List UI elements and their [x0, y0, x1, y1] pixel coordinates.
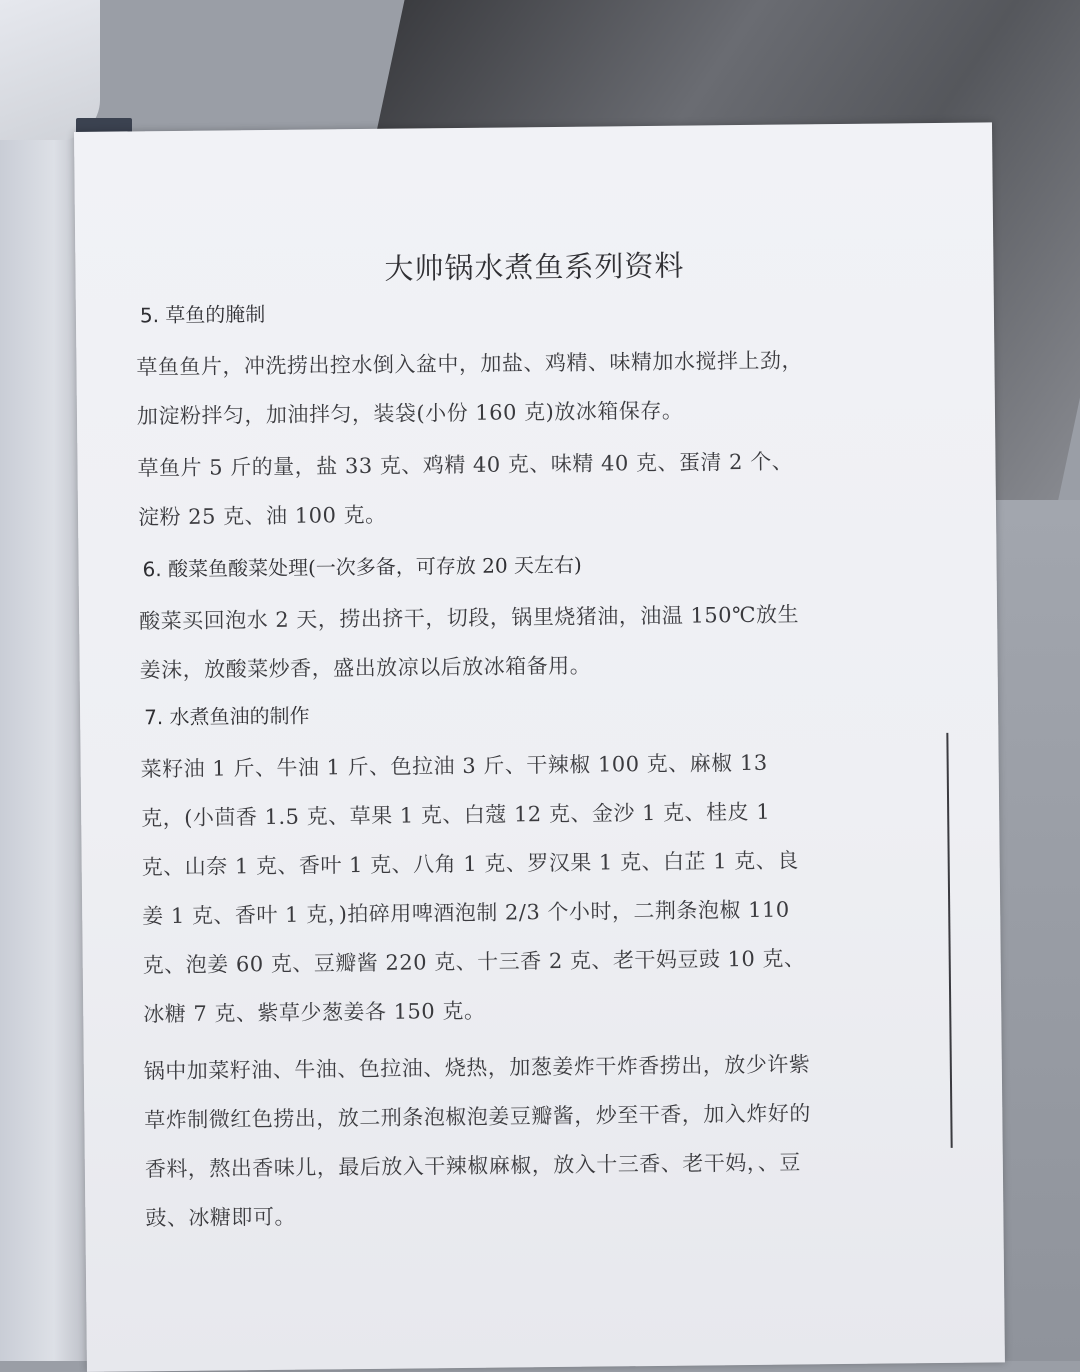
section-heading-text: 7. 水煮鱼油的制作: [144, 704, 310, 730]
paragraph: 酸菜买回泡水 2 天，捞出挤干，切段，锅里烧猪油，油温 150℃放生姜沫，放酸菜炒香，盛出放凉以后放冰箱备用。: [139, 590, 810, 695]
paragraph: 锅中加菜籽油、牛油、色拉油、烧热，加葱姜炸干炸香捞出，放少许紫草炸制微红色捞出，放二刑条泡椒泡姜豆瓣酱，炒至干香，加入炸好的香料，熬出香味儿，最后放入干辣椒麻椒，放入十三香、老干妈，、豆豉、冰糖即可。: [144, 1040, 816, 1243]
paragraph: 菜籽油 1 斤、牛油 1 斤、色拉油 3 斤、干辣椒 100 克、麻椒 13 克，(小茴香 1.5 克、草果 1 克、白蔻 12 克、金沙 1 克、桂皮 1 克、山奈 1 克、香叶 1 克、八角 1 克、罗汉果 1 克、白芷 1 克、良姜 1 克、香叶 1 克，)拍碎用啤酒泡制 2/3 个小时，二荆条泡椒 110 克、泡姜 60 克、豆瓣酱 220 克、十三香 2 克、老干妈豆豉 10 克、冰糖 7 克、紫草少葱姜各 150 克。: [140, 738, 813, 1039]
paragraph: 草鱼鱼片，冲洗捞出控水倒入盆中，加盐、鸡精、味精加水搅拌上劲，加淀粉拌匀，加油拌匀，装袋(小份 160 克)放冰箱保存。: [136, 336, 807, 441]
section-heading-7: [144, 700, 310, 731]
page-title: 大帅锅水煮鱼系列资料: [75, 240, 993, 291]
paragraph: 草鱼片 5 斤的量，盐 33 克、鸡精 40 克、味精 40 克、蛋清 2 个、淀粉 25 克、油 100 克。: [137, 437, 808, 542]
section-heading-5: [140, 298, 266, 328]
vertical-rule: [946, 733, 952, 1148]
section-heading-6: [142, 549, 582, 583]
section-note: (一次多备，可存放 20 天左右): [308, 553, 582, 580]
section-heading-text: 5. 草鱼的腌制: [140, 302, 266, 327]
document-page: [74, 122, 1005, 1372]
section-heading-text: 6. 酸菜鱼酸菜处理: [142, 556, 308, 582]
